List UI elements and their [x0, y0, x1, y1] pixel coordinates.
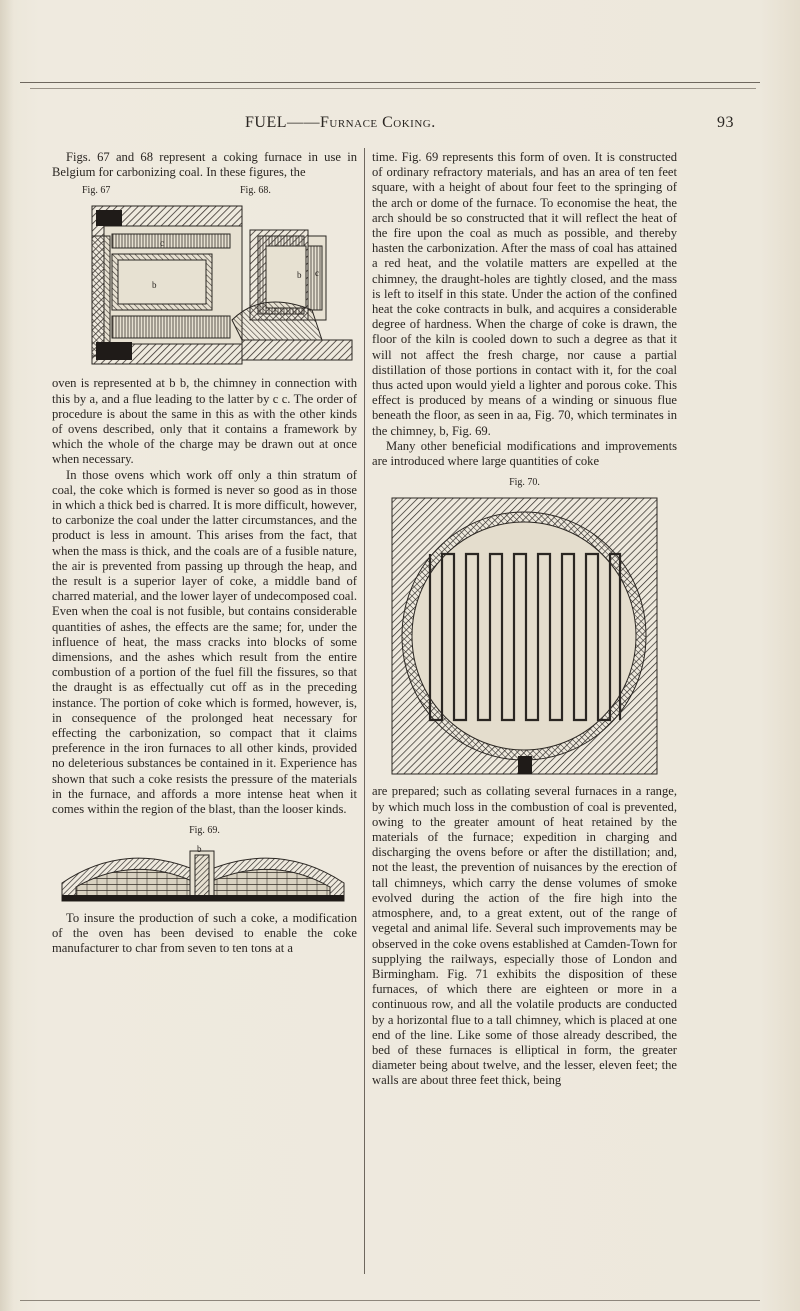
fig67-caption: Fig. 67	[82, 185, 111, 197]
fig67-drawing	[92, 206, 242, 364]
left-paragraph-4: To insure the production of such a coke, a modification of the oven has been devised to enable the coke manufacturer to char from seven to ten tons at a	[52, 910, 357, 955]
fig69-caption: Fig. 69.	[189, 825, 220, 837]
fig69-mark-b: b	[197, 843, 202, 854]
fig67-mark-b: b	[152, 280, 157, 291]
fig68-mark-c: c	[315, 268, 319, 279]
running-header	[40, 114, 760, 136]
fig68-caption: Fig. 68.	[240, 185, 271, 197]
fig69-illustration	[52, 843, 357, 905]
fig67-68-captions	[52, 180, 357, 198]
left-paragraph-3: In those ovens which work off only a thin stratum of coal, the coke which is formed is never so good as in those in which a thick bed is charred. It is more difficult, however, to carbonize the coal under the latter circumstances, and the product is less in amount. This arises from the fact, that when the mass is thick, and the coals are of a fusible nature, the air is prevented from passing up through the heap, and the result is a superior layer of coke, a middle band of charred material, and the lower layer of undecomposed coal. Even when the coal is not fusible, but contains considerable quantities of ashes, the effects are the same; for, under the influence of heat, the mass cracks into blocks of some dimensions, and the ashes which result from the entire combustion of a portion of the fuel fill the fissures, so that the draught is as effectually cut off as in the preceding instance. The portion of coke which is formed, however, is, in consequence of the prolonged heat necessary for effecting the carbonization, so compact that it claims preference in the iron furnaces to all other kinds, provided no deleterious substances be contained in it. Experience has shown that such a coke resists the pressure of the materials in the furnace, and affords a more intense heat when it comes within the region of the blast, than the looser kinds.	[52, 467, 357, 817]
sinuous-flue-plan-drawing	[372, 494, 677, 778]
page-number: 93	[717, 114, 734, 131]
column-divider	[364, 148, 365, 1274]
bottom-rule	[20, 1300, 760, 1301]
right-paragraph-2: Many other beneficial modifications and improvements are introduced where large quantities of coke	[372, 438, 677, 469]
right-column	[372, 150, 677, 1089]
coking-furnace-section-drawing	[52, 200, 357, 370]
fig67-68-illustration	[52, 200, 357, 370]
running-title: FUEL——Furnace Coking.	[245, 114, 436, 131]
left-paragraph-1: Figs. 67 and 68 represent a coking furnace in use in Belgium for carbonizing coal. In these figures, the	[52, 150, 357, 180]
fig68-mark-b: b	[297, 270, 302, 281]
fig70-caption: Fig. 70.	[509, 477, 540, 489]
fig67-mark-c: c	[160, 238, 164, 249]
left-paragraph-2: oven is represented at b b, the chimney in connection with this by a, and a flue leading to the latter by c c. The order of procedure is about the same in this as with the other kinds of ovens described, only that it contains a framework by which the whole of the charge may be drawn out at once when necessary.	[52, 376, 357, 467]
domed-oven-drawing	[52, 843, 357, 905]
top-rule-inner	[30, 88, 756, 89]
fig70-illustration	[372, 494, 677, 778]
top-rule	[20, 82, 760, 83]
right-paragraph-3: are prepared; such as collating several furnaces in a range, by which much loss in the combustion of coal is prevented, owing to the greater amount of heat retained by the materials of the furnace; expedition in charging and discharging the ovens before or after the distillation; and, not the least, the prevention of nuisances by the erection of tall chimneys, which carry the dense volumes of smoke evolved during the action of the fire high into the atmosphere, and, to a great extent, out of the range of vegetal and animal life. Several such improvements may be observed in the coke ovens established at Camden-Town for supplying the railways, especially those of London and Birmingham. Fig. 71 exhibits the disposition of these furnaces, of which there are eighteen or more in a continuous row, and all the volatile products are conducted by a horizontal flue to a tall chimney, which is placed at one end of the line. Like some of those already described, the bed of these furnaces is elliptical in form, the greater diameter being about twelve, and the lesser, eleven feet; the walls are about three feet thick, being	[372, 784, 677, 1088]
left-column	[52, 150, 357, 956]
right-paragraph-1: time. Fig. 69 represents this form of oven. It is constructed of ordinary refractory materials, and has an area of ten feet square, with a height of about four feet to the springing of the arch or dome of the furnace. To economise the heat, the arch should be so constructed that it will reflect the heat of the fire upon the coal as much as possible, and thereby hasten the carbonization. After the mass of coal has attained a red heat, and the volatile matters are expelled at the chimney, the draught-holes are tightly closed, and the mass is left to itself in this state. Under the action of the confined heat the coke contracts in bulk, and acquires a considerable degree of hardness. When the charge of coke is drawn, the floor of the kiln is cooled down to such a degree as that it will not affect the fresh charge, nor cause a partial distillation of those portions in contact with it, for the coal thus acted upon would yield a lighter and porous coke. This effect is produced by means of a winding or sinuous flue beneath the floor, as seen in aa, Fig. 70, which terminates in the chimney, b, Fig. 69.	[372, 150, 677, 438]
fig68-drawing	[232, 230, 352, 360]
